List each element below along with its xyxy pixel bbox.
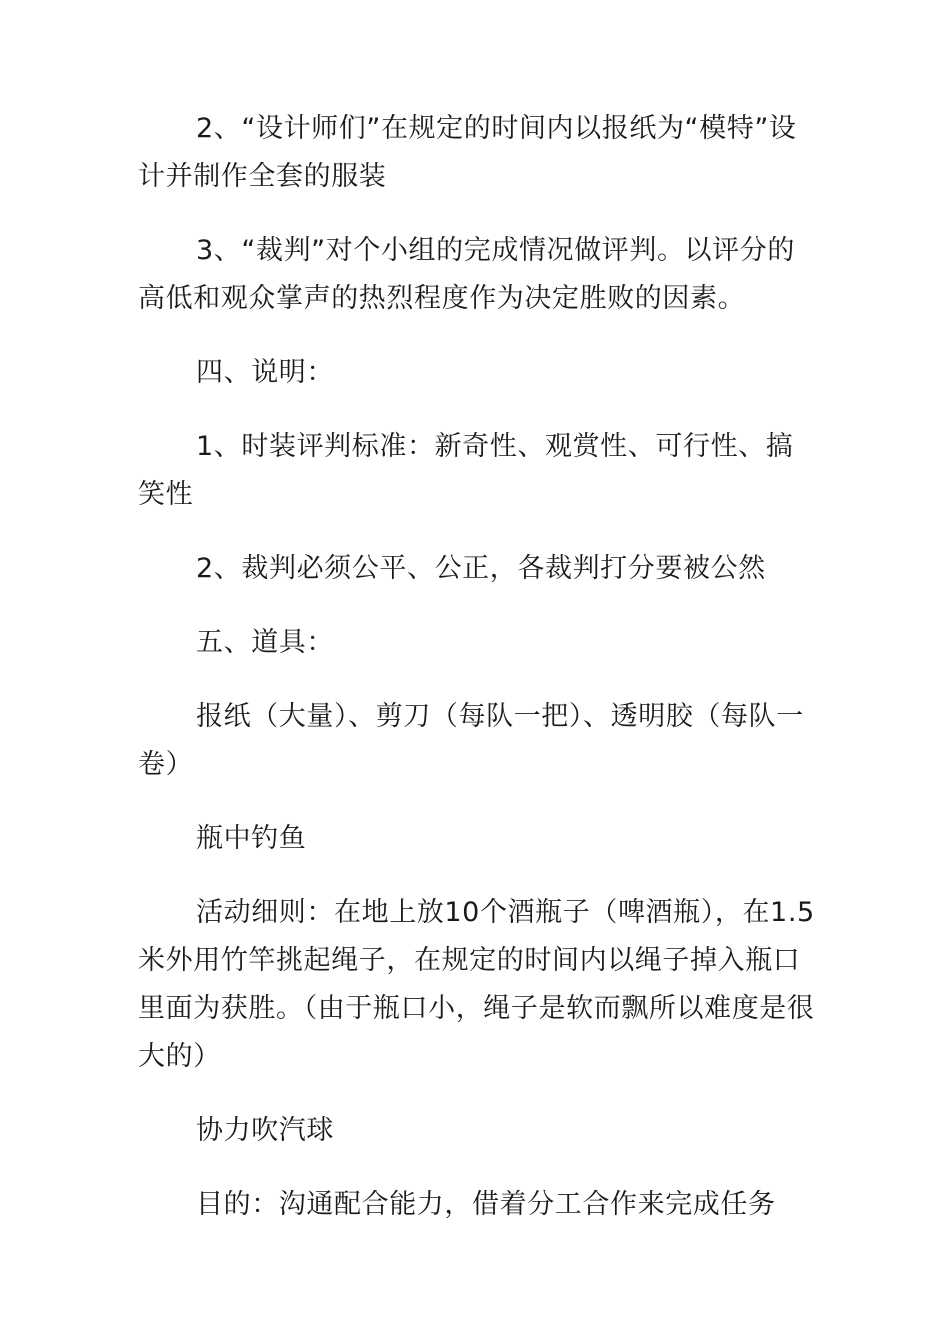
section-heading-props: 五、道具：: [196, 627, 334, 658]
paragraph-balloon-purpose: 目的：沟通配合能力，借着分工合作来完成任务: [196, 1189, 776, 1220]
paragraph-bottle-fishing-rules: 活动细则：在地上放10个酒瓶子（啤酒瓶），在1.5米外用竹竿挑起绳子，在规定的时间内以绳子掉入瓶口里面为获胜。（由于瓶口小，绳子是软而飘所以难度是很大的）: [138, 897, 815, 1072]
game-title-bottle-fishing: 瓶中钓鱼: [196, 823, 307, 854]
paragraph-designers-task: 2、“设计师们”在规定的时间内以报纸为“模特”设计并制作全套的服装: [138, 113, 797, 192]
paragraph-props-list: 报纸（大量）、剪刀（每队一把）、透明胶（每队一卷）: [138, 701, 804, 780]
document-body: [138, 105, 818, 1229]
game-title-balloon-blowing: 协力吹汽球: [196, 1115, 334, 1146]
paragraph-criteria: 1、时装评判标准：新奇性、观赏性、可行性、搞笑性: [138, 431, 794, 510]
section-heading-notes: 四、说明：: [196, 357, 334, 388]
paragraph-fairness: 2、裁判必须公平、公正，各裁判打分要被公然: [196, 553, 766, 584]
paragraph-judging: 3、“裁判”对个小组的完成情况做评判。以评分的高低和观众掌声的热烈程度作为决定胜败的因素。: [138, 235, 795, 314]
